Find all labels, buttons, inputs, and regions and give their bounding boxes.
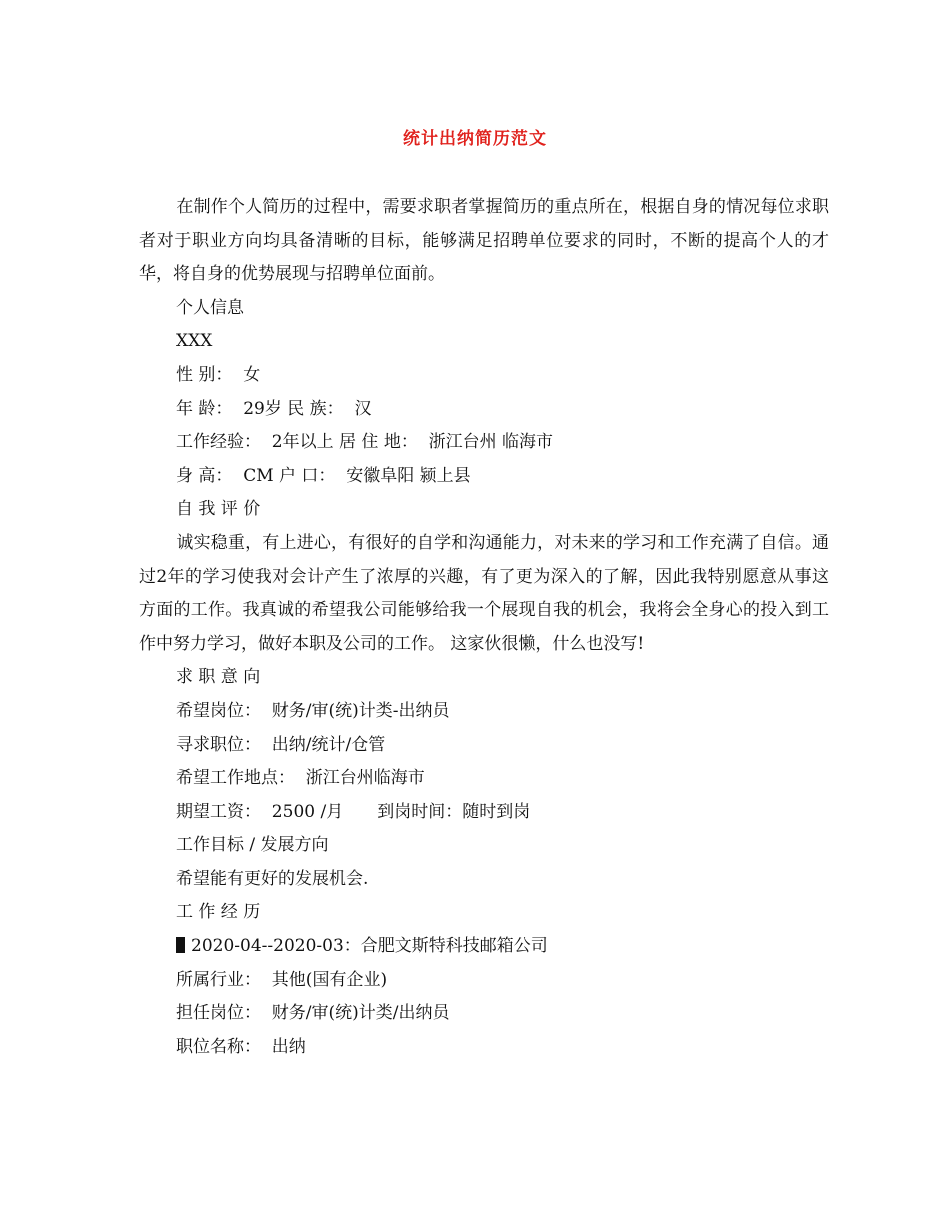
salary-arrival-row <box>139 796 829 830</box>
industry-row: 所属行业： 其他(国有企业) <box>176 969 388 990</box>
bullet-icon <box>176 937 185 953</box>
work-goal-text: 希望能有更好的发展机会. <box>176 868 369 889</box>
self-evaluation-paragraph: 诚实稳重，有上进心，有很好的自学和沟通能力，对未来的学习和工作充满了自信。通过2年的学习使我对会计产生了浓厚的兴趣，有了更为深入的了解，因此我特别愿意从事这方面的工作。我真诚的希望我公司能够给我一个展现自我的机会，我将会全身心的投入到工作中努力学习，做好本职及公司的工作。 这家伙很懒，什么也没写! <box>139 532 829 654</box>
arrival-time: 到岗时间：随时到岗 <box>377 801 531 822</box>
job-intention-heading: 求 职 意 向 <box>176 667 261 688</box>
height-hukou-row: 身 高： CM 户 口： 安徽阜阳 颍上县 <box>176 465 471 486</box>
job-title-row: 职位名称： 出纳 <box>176 1036 306 1057</box>
experience-residence-row: 工作经验： 2年以上 居 住 地： 浙江台州 临海市 <box>176 432 554 453</box>
seeking-position-row: 寻求职位： 出纳/统计/仓管 <box>176 734 386 755</box>
post-row: 担任岗位： 财务/审(统)计类/出纳员 <box>176 1003 450 1024</box>
self-evaluation-heading: 自 我 评 价 <box>176 499 261 520</box>
gender-row: 性 别： 女 <box>176 364 261 385</box>
work-entry-text: 2020-04--2020-03：合肥文斯特科技邮箱公司 <box>191 936 548 957</box>
work-experience-heading: 工 作 经 历 <box>176 902 261 923</box>
name-value: XXX <box>176 331 213 352</box>
personal-info-heading: 个人信息 <box>176 297 244 318</box>
desired-location-row: 希望工作地点： 浙江台州临海市 <box>176 768 425 789</box>
work-entry-row <box>139 930 829 964</box>
document-title: 统计出纳简历范文 <box>403 129 547 149</box>
age-ethnicity-row: 年 龄： 29岁 民 族： 汉 <box>176 398 372 419</box>
document-body <box>139 191 829 1064</box>
intro-paragraph: 在制作个人简历的过程中，需要求职者掌握简历的重点所在，根据自身的情况每位求职者对于职业方向均具备清晰的目标，能够满足招聘单位要求的同时，不断的提高个人的才华，将自身的优势展现与招聘单位面前。 <box>139 197 829 285</box>
work-goal-heading: 工作目标 / 发展方向 <box>176 835 329 856</box>
desired-position-row: 希望岗位： 财务/审(统)计类-出纳员 <box>176 700 450 721</box>
expected-salary: 期望工资： 2500 /月 <box>176 801 344 822</box>
